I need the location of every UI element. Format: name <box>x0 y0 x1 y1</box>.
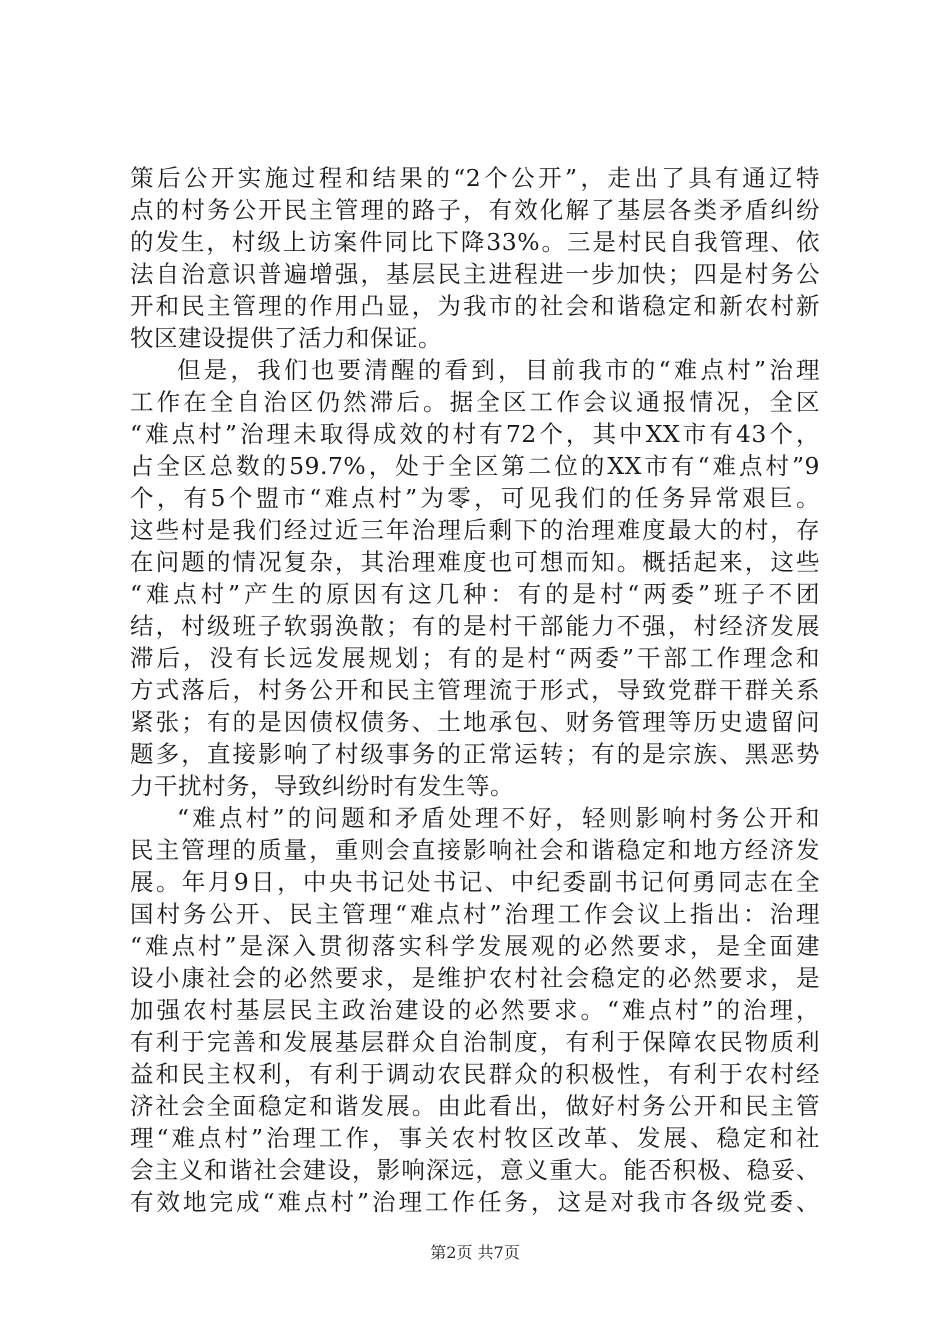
text-line: 加强农村基层民主政治建设的必然要求。“难点村”的治理， <box>130 996 820 1024</box>
text-line: 方式落后，村务公开和民主管理流于形式，导致党群干群关系 <box>130 676 820 704</box>
page-footer <box>0 1242 950 1264</box>
text-line: 策后公开实施过程和结果的“2个公开”，走出了具有通辽特 <box>130 164 820 192</box>
text-line: 在问题的情况复杂，其治理难度也可想而知。概括起来，这些 <box>130 548 820 576</box>
text-line: “难点村”产生的原因有这几种：有的是村“两委”班子不团 <box>130 580 820 608</box>
text-line: 滞后，没有长远发展规划；有的是村“两委”干部工作理念和 <box>130 644 820 672</box>
text-line: 力干扰村务，导致纠纷时有发生等。 <box>130 772 514 800</box>
text-line: 结，村级班子软弱涣散；有的是村干部能力不强，村经济发展 <box>130 612 820 640</box>
text-line: 紧张；有的是因债权债务、土地承包、财务管理等历史遗留问 <box>130 708 820 736</box>
text-line: 有效地完成“难点村”治理工作任务，这是对我市各级党委、 <box>130 1188 820 1216</box>
text-line: 理“难点村”治理工作，事关农村牧区改革、发展、稳定和社 <box>130 1124 820 1152</box>
text-line: “难点村”的问题和矛盾处理不好，轻则影响村务公开和 <box>177 804 820 832</box>
text-line: “难点村”是深入贯彻落实科学发展观的必然要求，是全面建 <box>130 932 820 960</box>
text-line: 开和民主管理的作用凸显，为我市的社会和谐稳定和新农村新 <box>130 292 820 320</box>
text-line: 这些村是我们经过近三年治理后剩下的治理难度最大的村，存 <box>130 516 820 544</box>
text-line: 国村务公开、民主管理“难点村”治理工作会议上指出：治理 <box>130 900 820 928</box>
text-line: “难点村”治理未取得成效的村有72个，其中XX市有43个， <box>130 420 820 448</box>
document-body <box>130 162 820 1218</box>
text-line: 设小康社会的必然要求，是维护农村社会稳定的必然要求，是 <box>130 964 820 992</box>
text-line: 题多，直接影响了村级事务的正常运转；有的是宗族、黑恶势 <box>130 740 820 768</box>
text-line: 展。年月9日，中央书记处书记、中纪委副书记何勇同志在全 <box>130 868 820 896</box>
text-line: 占全区总数的59.7%，处于全区第二位的XX市有“难点村”9 <box>130 452 820 480</box>
page-number-label: 第2页 共7页 <box>430 1243 520 1262</box>
text-line: 济社会全面稳定和谐发展。由此看出，做好村务公开和民主管 <box>130 1092 820 1120</box>
text-line: 法自治意识普遍增强，基层民主进程进一步加快；四是村务公 <box>130 260 820 288</box>
text-line: 民主管理的质量，重则会直接影响社会和谐稳定和地方经济发 <box>130 836 820 864</box>
text-line: 益和民主权利，有利于调动农民群众的积极性，有利于农村经 <box>130 1060 820 1088</box>
text-line: 点的村务公开民主管理的路子，有效化解了基层各类矛盾纠纷 <box>130 196 820 224</box>
text-line: 工作在全自治区仍然滞后。据全区工作会议通报情况，全区 <box>130 388 820 416</box>
text-line: 但是，我们也要清醒的看到，目前我市的“难点村”治理 <box>177 356 820 384</box>
text-line: 个，有5个盟市“难点村”为零，可见我们的任务异常艰巨。 <box>130 484 820 512</box>
text-line: 牧区建设提供了活力和保证。 <box>130 324 442 352</box>
text-line: 会主义和谐社会建设，影响深远，意义重大。能否积极、稳妥、 <box>130 1156 820 1184</box>
text-line: 有利于完善和发展基层群众自治制度，有利于保障农民物质利 <box>130 1028 820 1056</box>
text-line: 的发生，村级上访案件同比下降33%。三是村民自我管理、依 <box>130 228 820 256</box>
